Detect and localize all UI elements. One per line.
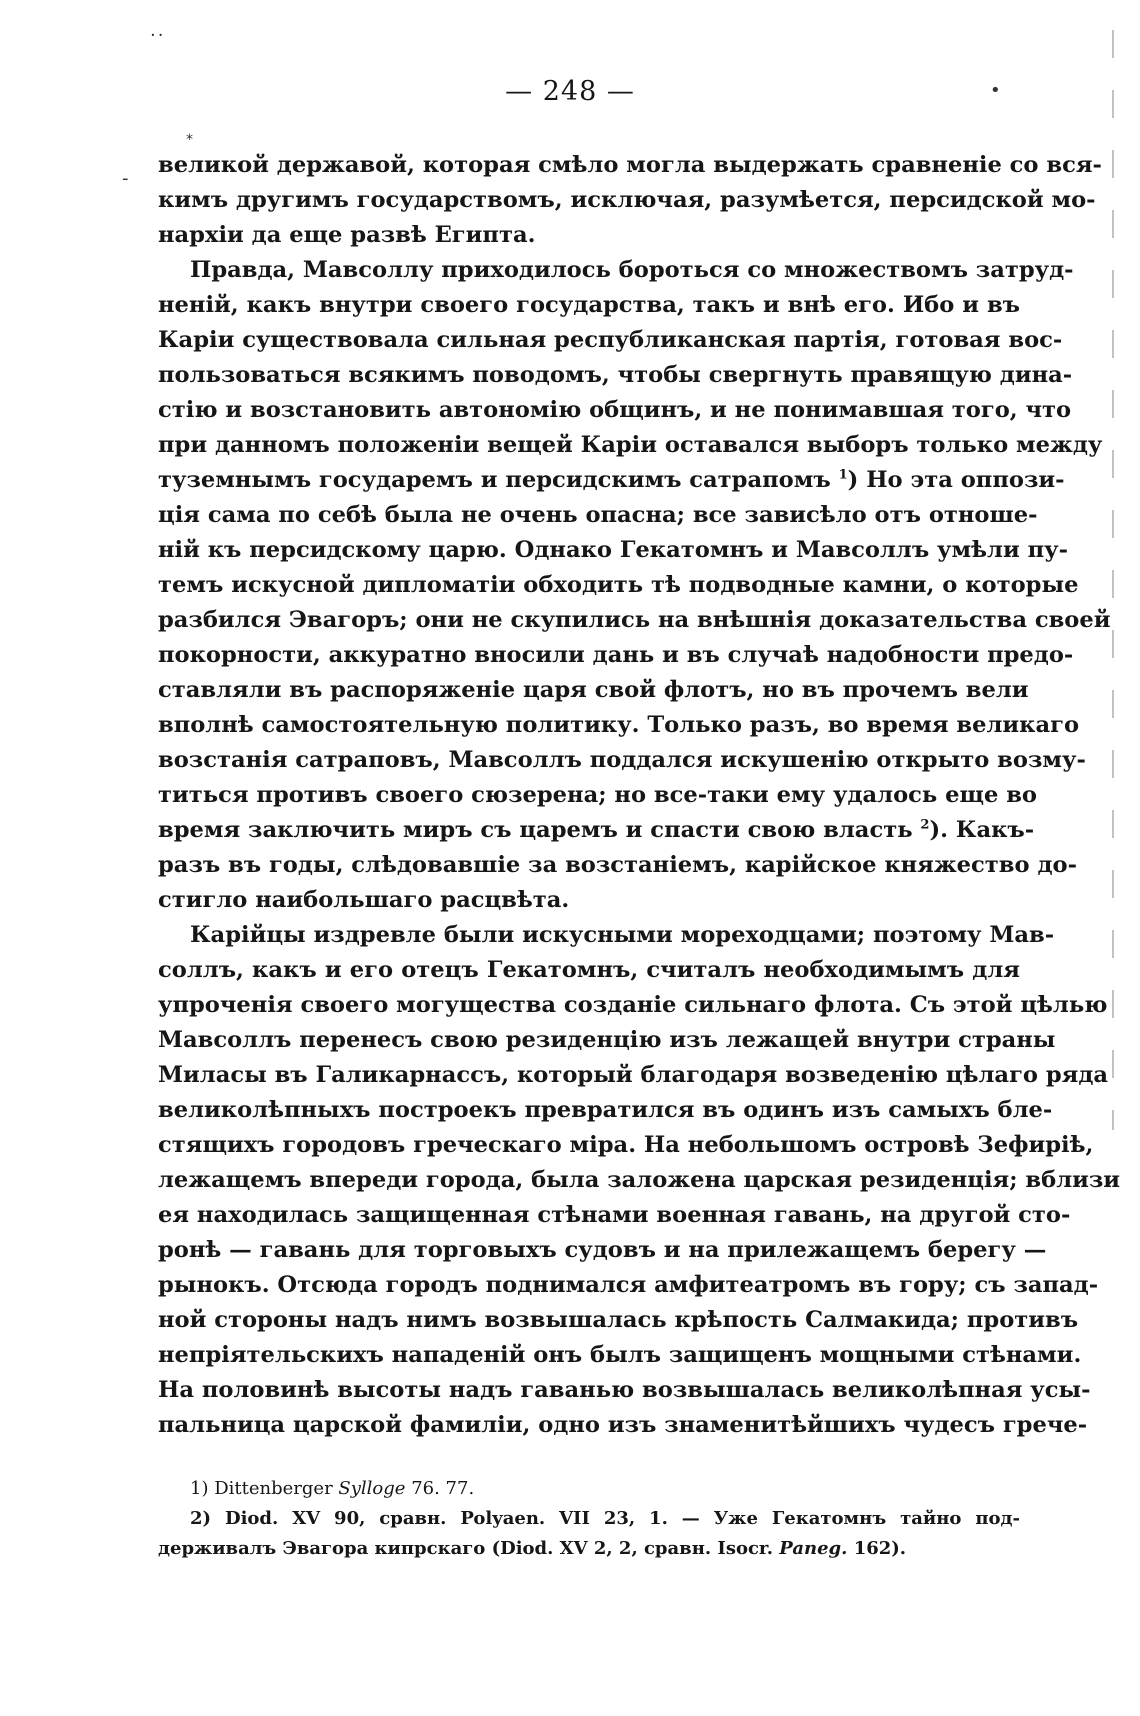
footnote-2-line-2 <box>158 1534 1020 1564</box>
text-line: На половинѣ высоты надъ гаванью возвышалась великолѣпная усы- <box>158 1377 1091 1403</box>
text-line: великой державой, которая смѣло могла выдержать сравненіе со вся- <box>158 152 1102 178</box>
text-line: соллъ, какъ и его отецъ Гекатомнъ, считалъ необходимымъ для <box>158 957 1020 983</box>
text-line: разбился Эвагоръ; они не скупились на внѣшнія доказательства своей <box>158 607 1111 633</box>
footnote-ref: 76. 77. <box>411 1478 475 1499</box>
text-line: ея находилась защищенная стѣнами военная гавань, на другой сто- <box>158 1202 1071 1228</box>
text-line: Мавсоллъ перенесъ свою резиденцію изъ лежащей внутри страны <box>158 1027 1056 1053</box>
text-line: рынокъ. Отсюда городъ поднимался амфитеатромъ въ гору; съ запад- <box>158 1272 1099 1298</box>
footnote-text: 162). <box>853 1538 907 1559</box>
text-segment: время заключить миръ съ царемъ и спасти свою власть <box>158 817 913 843</box>
footnote-text: Diod. XV 90, сравн. Polyaen. VII 23, 1. — Уже Гекатомнъ тайно под- <box>224 1508 1020 1529</box>
text-line: Каріи существовала сильная республиканская партія, готовая вос- <box>158 327 1063 353</box>
text-line: титься противъ своего сюзерена; но все-таки ему удалось еще во <box>158 782 1037 808</box>
text-line: пользоваться всякимъ поводомъ, чтобы свергнуть правящую дина- <box>158 362 1073 388</box>
text-line: ція сама по себѣ была не очень опасна; все зависѣло отъ отноше- <box>158 502 1038 528</box>
footnotes <box>158 1474 1020 1564</box>
text-segment: Но эта оппози- <box>866 467 1065 493</box>
footnote-2-line-1 <box>158 1504 1020 1534</box>
footnote-text: держивалъ Эвагора кипрскаго (Diod. XV 2, 2, сравн. Isocr. <box>158 1538 774 1559</box>
text-line: лежащемъ впереди города, была заложена царская резиденція; вблизи <box>158 1167 1121 1193</box>
text-line: покорности, аккуратно вносили дань и въ случаѣ надобности предо- <box>158 642 1074 668</box>
scan-edge-artifact <box>1112 30 1114 1130</box>
text-line: ній къ персидскому царю. Однако Гекатомнъ и Мавсоллъ умѣли пу- <box>158 537 1068 563</box>
text-line: Карійцы издревле были искусными мореходцами; поэтому Мав- <box>190 922 1055 948</box>
footnote-ref-2[interactable]: $^2$). <box>920 817 949 843</box>
text-line: разъ въ годы, слѣдовавшіе за возстаніемъ, карійское княжество до- <box>158 852 1077 878</box>
footnote-work: Sylloge <box>338 1478 406 1499</box>
text-line: ронѣ — гавань для торговыхъ судовъ и на прилежащемъ берегу — <box>158 1237 1047 1263</box>
text-line <box>158 813 1035 848</box>
margin-dash-left: - <box>122 168 129 189</box>
text-line: неній, какъ внутри своего государства, такъ и внѣ его. Ибо и въ <box>158 292 1020 318</box>
footnote-author: Dittenberger <box>214 1478 333 1499</box>
footnote-work: Paneg. <box>779 1538 848 1559</box>
text-segment: Какъ- <box>955 817 1035 843</box>
text-line: при данномъ положеніи вещей Каріи оставался выборъ только между <box>158 432 1103 458</box>
text-line: Правда, Мавсоллу приходилось бороться со множествомъ затруд- <box>190 257 1074 283</box>
text-line: возстанія сатраповъ, Мавсоллъ поддался искушенію открыто возму- <box>158 747 1086 773</box>
text-line: пальница царской фамиліи, одно изъ знаменитѣйшихъ чудесъ грече- <box>158 1412 1088 1438</box>
text-line: ной стороны надъ нимъ возвышалась крѣпость Салмакида; противъ <box>158 1307 1079 1333</box>
page-number: — 248 — <box>505 76 635 107</box>
margin-corner-mark: * <box>186 132 193 148</box>
text-line: кимъ другимъ государствомъ, исключая, разумѣется, персидской мо- <box>158 187 1096 213</box>
footnote-marker: 1) <box>190 1478 209 1499</box>
text-line: непріятельскихъ нападеній онъ былъ защищенъ мощными стѣнами. <box>158 1342 1082 1368</box>
text-line: темъ искусной дипломатіи обходить тѣ подводные камни, о которые <box>158 572 1079 598</box>
text-line: упроченія своего могущества созданіе сильнаго флота. Съ этой цѣлью <box>158 992 1108 1018</box>
margin-dots: .. <box>150 20 166 41</box>
text-line: стящихъ городовъ греческаго міра. На небольшомъ островѣ Зефиріѣ, <box>158 1132 1094 1158</box>
text-segment: туземнымъ государемъ и персидскимъ сатрапомъ <box>158 467 831 493</box>
text-line <box>158 463 1065 498</box>
text-line: великолѣпныхъ построекъ превратился въ одинъ изъ самыхъ бле- <box>158 1097 1053 1123</box>
footnote-1 <box>158 1474 1020 1504</box>
text-line: Миласы въ Галикарнассъ, который благодаря возведенію цѣлаго ряда <box>158 1062 1109 1088</box>
footnote-marker: 2) <box>190 1508 212 1529</box>
text-line: стію и возстановить автономію общинъ, и не понимавшая того, что <box>158 397 1072 423</box>
text-line: стигло наибольшаго расцвѣта. <box>158 887 570 913</box>
text-line: нархіи да еще развѣ Египта. <box>158 222 536 248</box>
text-line: ставляли въ распоряженіе царя свой флотъ, но въ прочемъ вели <box>158 677 1029 703</box>
text-line: вполнѣ самостоятельную политику. Только разъ, во время великаго <box>158 712 1080 738</box>
margin-dot-right: • <box>990 80 1001 101</box>
footnote-ref-1[interactable]: $^1$) <box>838 467 859 493</box>
main-text <box>158 148 1121 1443</box>
